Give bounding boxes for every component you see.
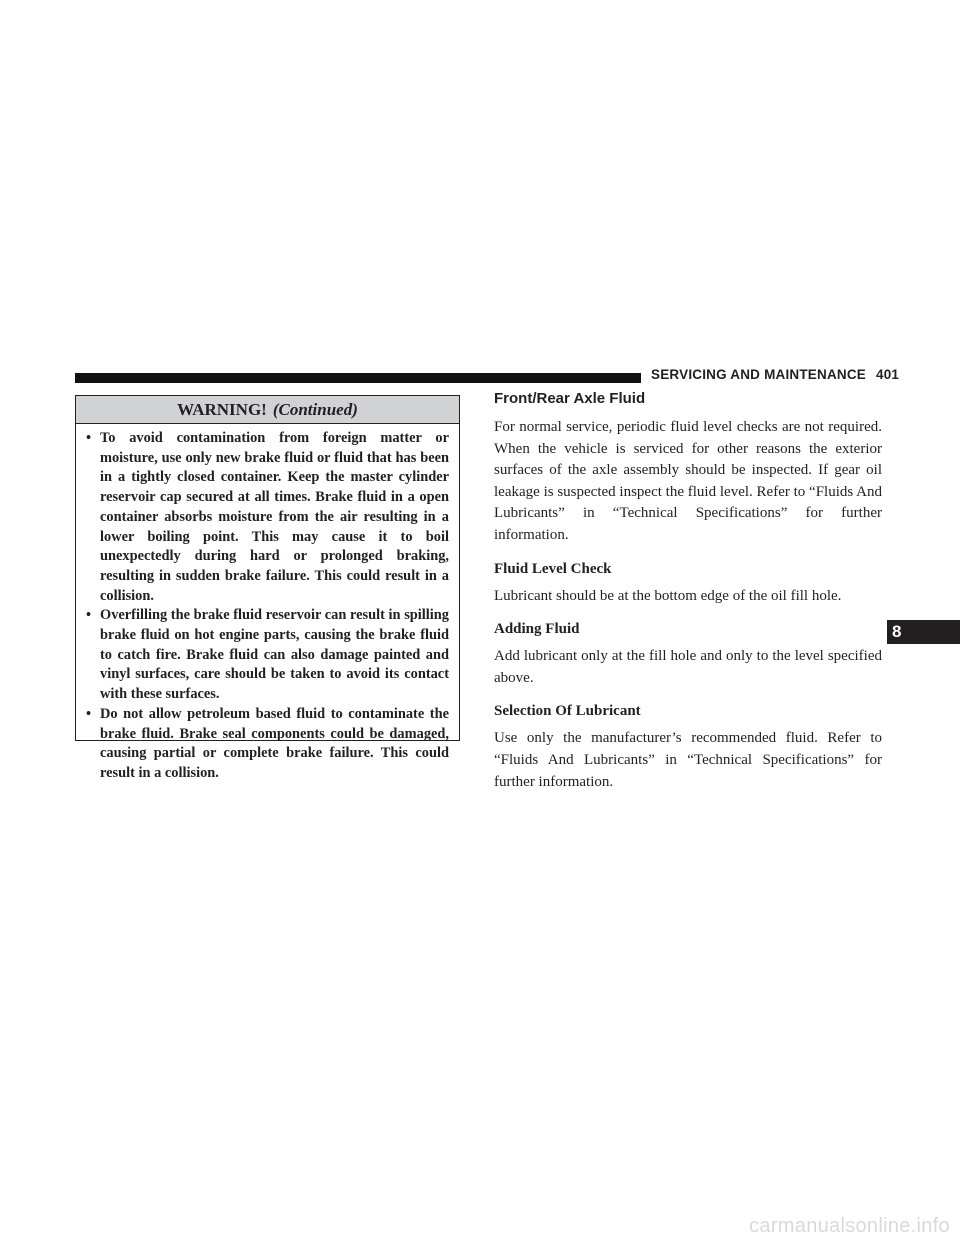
watermark-text: carmanualsonline.info [749,1215,950,1237]
warning-label: WARNING! [177,400,267,419]
warning-item [86,705,449,784]
adding-fluid-paragraph: Add lubricant only at the fill hole and only to the level specified above. [494,648,882,686]
chapter-tab: 8 [887,620,960,644]
adding-fluid-heading: Adding Fluid [494,621,580,638]
page-number: 401 [876,367,900,382]
warning-continued: (Continued) [272,400,358,419]
warning-item [86,606,449,705]
warning-header [76,396,459,424]
selection-paragraph: Use only the manufacturer’s recommended fluid. Refer to “Fluids And Lubricants” in “Technical Specifications” for further information. [494,730,882,790]
warning-item [86,429,449,606]
bullet-icon: • [86,607,92,624]
warning-item-text: Overfilling the brake fluid reservoir can result in spilling brake fluid on hot engine parts, causing the brake fluid to catch fire. Brake fluid can also damage painted and vinyl surfaces, care should be taken to avoid its contact with these surfaces. [100,607,449,703]
selection-heading: Selection Of Lubricant [494,703,641,720]
warning-item-text: Do not allow petroleum based fluid to contaminate the brake fluid. Brake seal components could be damaged, causing partial or complete brake failure. This could result in a collision. [100,705,449,781]
fluid-level-paragraph: Lubricant should be at the bottom edge of the oil fill hole. [494,587,842,604]
section-heading: Front/Rear Axle Fluid [494,390,646,407]
fluid-level-heading: Fluid Level Check [494,560,612,577]
warning-item-text: To avoid contamination from foreign matter or moisture, use only new brake fluid or fluid that has been in a tightly closed container. Keep the master cylinder reservoir cap secured at all times. Brake fluid in a open container absorbs moisture from the air resulting in a lower boiling point. This may cause it to boil unexpectedly during hard or prolonged braking, resulting in sudden brake failure. This could result in a collision. [100,430,449,604]
header-rule [75,373,641,383]
bullet-icon: • [86,430,92,446]
bullet-icon: • [86,705,92,722]
section-title: SERVICING AND MAINTENANCE [651,367,867,382]
axle-fluid-section [494,390,882,793]
intro-paragraph: For normal service, periodic fluid level checks are not required. When the vehicle is serviced for other reasons the exterior surfaces of the axle assembly should be inspected. If gear oil leakage is suspected inspect the fluid level. Refer to “Fluids And Lubricants” in “Technical Specifications” for further information. [494,419,882,543]
warning-list [76,424,459,784]
running-header [651,367,899,382]
warning-box [75,395,460,781]
